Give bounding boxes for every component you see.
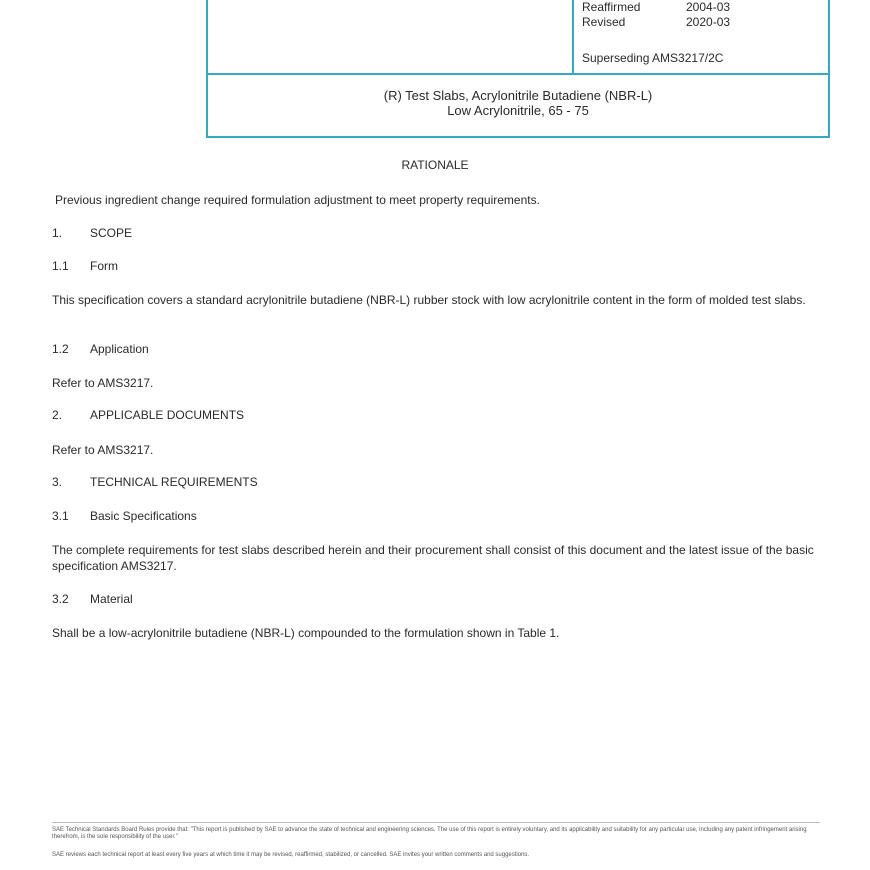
section-number: 2. <box>52 408 63 422</box>
reaffirmed-date: 2004-03 <box>686 0 731 14</box>
rationale-text: Previous ingredient change required formulation adjustment to meet property requirements. <box>55 193 540 207</box>
reaffirmed-row <box>582 0 730 15</box>
section-1-1-text: This specification covers a standard acrylonitrile butadiene (NBR-L) rubber stock with low acrylonitrile content in the form of molded test slabs. <box>52 293 806 307</box>
section-3-1-text: The complete requirements for test slabs described herein and their procurement shall consist of this document and the latest issue of the basic specification AMS3217. <box>52 543 814 573</box>
section-number: 3.2 <box>52 592 69 606</box>
superseding-text: Superseding AMS3217/2C <box>582 51 724 65</box>
title-line-1: (R) Test Slabs, Acrylonitrile Butadiene (NBR-L) <box>383 88 653 103</box>
section-1-heading <box>52 226 132 240</box>
section-title: Application <box>90 342 149 356</box>
section-number: 1. <box>52 226 63 240</box>
header-top-row <box>208 0 828 75</box>
reaffirmed-label: Reaffirmed <box>582 0 641 14</box>
document-header <box>206 0 830 138</box>
section-title: Form <box>90 259 118 273</box>
section-title: TECHNICAL REQUIREMENTS <box>90 475 258 489</box>
section-3-heading <box>52 475 258 489</box>
section-1-2-text: Refer to AMS3217. <box>52 376 154 390</box>
section-title: Material <box>90 592 133 606</box>
section-number: 3.1 <box>52 509 69 523</box>
document-title <box>208 88 828 118</box>
title-line-2: Low Acrylonitrile, 65 - 75 <box>447 103 589 118</box>
footer-line-1: SAE Technical Standards Board Rules provide that: "This report is published by SAE to advance the state of technical and engineering sciences. The use of this report is entirely voluntary, and its applicability and suitability for any particular use, including any patent infringement arising therefrom, is the sole responsibility of the user." <box>52 827 807 840</box>
section-1-1-heading <box>52 259 118 273</box>
section-2-heading <box>52 408 244 422</box>
section-3-2-heading <box>52 592 133 606</box>
section-title: APPLICABLE DOCUMENTS <box>90 408 245 422</box>
section-number: 1.2 <box>52 342 69 356</box>
revision-dates <box>582 0 730 30</box>
section-1-2-heading <box>52 342 149 356</box>
section-number: 3. <box>52 475 63 489</box>
section-title: SCOPE <box>90 226 133 240</box>
header-left-cell <box>208 0 574 73</box>
revised-row <box>582 15 730 30</box>
rationale-heading: RATIONALE <box>401 158 469 172</box>
section-3-2-text: Shall be a low-acrylonitrile butadiene (NBR-L) compounded to the formulation shown in Table 1. <box>52 626 560 640</box>
revised-label: Revised <box>582 15 626 29</box>
section-2-text: Refer to AMS3217. <box>52 443 154 457</box>
footer-line-2: SAE reviews each technical report at least every five years at which time it may be revised, reaffirmed, stabilized, or cancelled. SAE invites your written comments and suggestions. <box>52 852 530 858</box>
footer-divider <box>52 822 820 823</box>
section-number: 1.1 <box>52 259 69 273</box>
section-title: Basic Specifications <box>90 509 197 523</box>
section-3-1-heading <box>52 509 197 523</box>
revised-date: 2020-03 <box>686 15 731 29</box>
